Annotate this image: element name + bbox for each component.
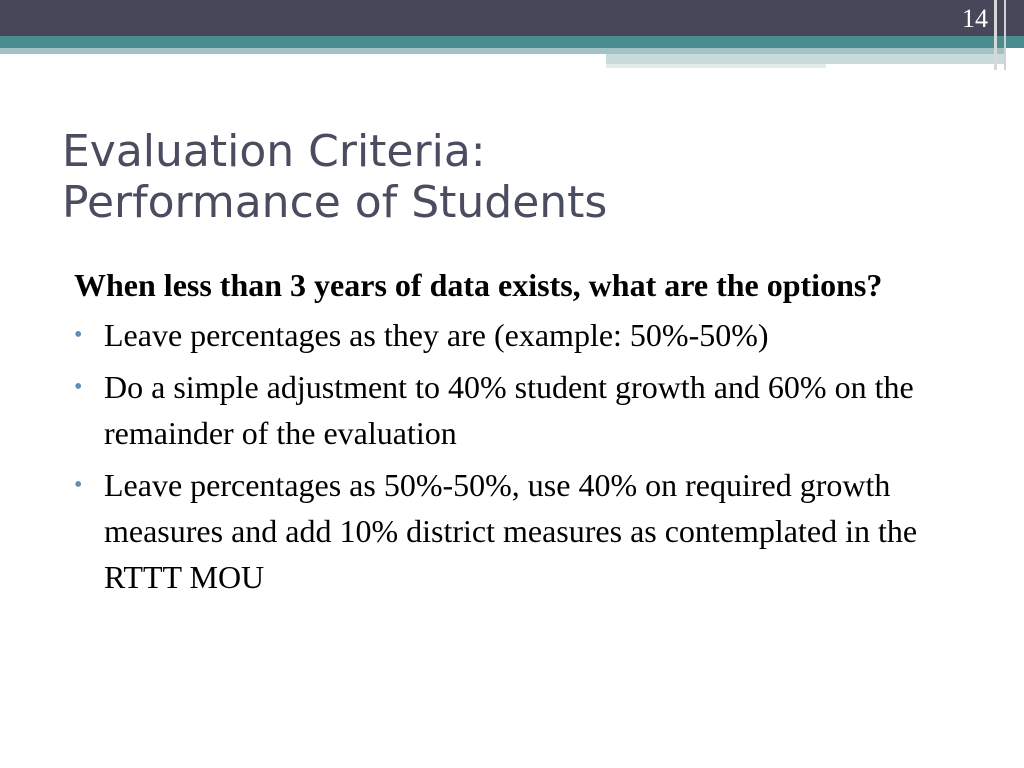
list-item-text: Leave percentages as 50%-50%, use 40% on required growth measures and add 10% district measures as contemplated in the RTTT MOU <box>104 467 918 595</box>
slide-body <box>74 262 954 606</box>
bullet-dot-icon: • <box>74 322 83 348</box>
header-decor-strip <box>606 54 1004 64</box>
header-decor-line-right <box>1004 0 1006 70</box>
header-accent-band <box>0 36 1024 48</box>
bullet-dot-icon: • <box>74 472 83 498</box>
slide-number: 14 <box>962 4 988 33</box>
bullet-dot-icon: • <box>74 374 83 400</box>
list-item-text: Leave percentages as they are (example: 50%-50%) <box>104 317 769 353</box>
slide-title-line-1: Evaluation Criteria: <box>62 126 486 177</box>
header-decor-line <box>994 0 997 70</box>
lead-question: When less than 3 years of data exists, what are the options? <box>74 267 883 303</box>
slide-title <box>62 126 962 228</box>
list-item <box>74 364 954 456</box>
slide-title-line-2: Performance of Students <box>62 177 608 229</box>
header-decor-strip-small <box>606 64 826 68</box>
list-item <box>74 462 954 600</box>
options-list <box>74 312 954 600</box>
list-item-text: Do a simple adjustment to 40% student growth and 60% on the remainder of the evaluation <box>104 369 914 451</box>
list-item <box>74 312 954 358</box>
header-band <box>0 0 1024 36</box>
